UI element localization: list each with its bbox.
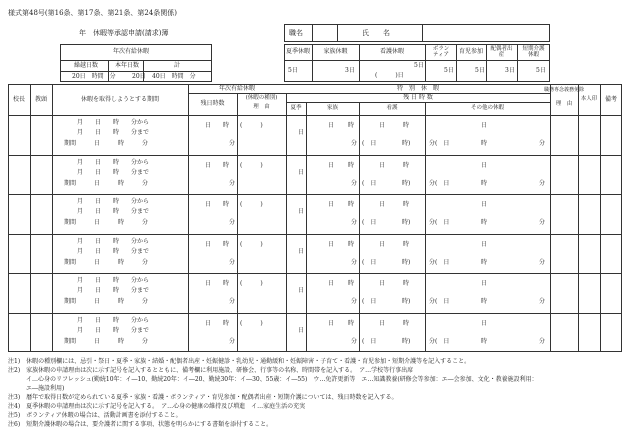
summer-day: 日 [298,247,305,255]
nursing-hour: 時 [403,161,410,169]
family-day: 日 [328,319,335,327]
annual-day: 日 [205,201,212,208]
period-to: 月 日 時 分まで [77,247,150,255]
annual-day: 日 [205,280,212,287]
annual-hour: 時 [223,240,230,248]
current-label: 本年日数 [115,62,140,69]
nursing-day: 日 [379,122,386,129]
nursing-sub-day: ( 日 [362,140,377,147]
col-remaining: 残日時数 [200,100,225,107]
note-5: 注5) ボランティア休暇の場合は、活動計画書を添付すること。 [8,412,182,419]
nursing-sub-hour: 時) [402,179,411,187]
col-period: 休暇を取得しようとする期間 [80,95,159,103]
summer-leave-label: 夏季休暇 [285,48,310,55]
other-minute-end: 分 [539,179,546,187]
nursing-sub-hour: 時) [402,219,411,226]
annual-hour: 時 [223,161,230,169]
current-value: 20日 [132,73,146,80]
nursing-day: 日 [379,161,386,169]
annual-minute: 分 [229,298,236,305]
nursing-hour: 時 [403,201,410,208]
nursing-leave-value-2: ( )日 [375,72,404,79]
other-minute-end: 分 [539,337,546,345]
family-hour: 時 [348,161,355,169]
leave-type-paren: ( ) [240,201,263,208]
col-reason: 理 由 [253,104,270,111]
leave-type-paren: ( ) [240,319,263,327]
other-day: 日 [481,319,488,327]
nursing-sub-day: ( 日 [362,179,377,187]
carry-value: 20日 時間 分 [72,73,116,80]
nursing-sub-hour: 時) [402,298,411,305]
other-minute: 分 [429,140,436,147]
staff-box [284,24,550,42]
col-special-remaining: 残 日 時 数 [403,93,433,101]
col-family: 家族 [326,104,338,111]
childcare-leave-label: 育児参加 [458,48,483,55]
annual-hour: 時 [223,280,230,287]
nursing-day: 日 [379,280,386,287]
annual-hour: 時 [223,201,230,208]
annual-minute: 分 [229,219,236,226]
col-duty-reason: 理 由 [555,101,573,108]
page-title: 年 休暇等承認申請(請求)簿 [79,29,169,37]
period-from: 月 日 時 分から [77,237,150,245]
col-summer: 夏季 [290,104,302,111]
other-hour: 時 [481,179,488,187]
volunteer-leave-value: 5日 [444,67,454,74]
period-term: 期間 日 時 分 [64,140,149,147]
other-hour: 時 [481,219,488,226]
family-minute: 分 [351,298,358,305]
note-2-cont2: エ―施設利用) [8,385,65,392]
total-label: 計 [174,62,181,69]
period-from: 月 日 時 分から [77,198,150,205]
spouse-birth-leave-value: 3日 [505,67,515,74]
total-value: 40日 時間 分 [152,73,196,80]
note-4: 注4) 夏季休暇の申請理由は次に示す記号を記入する。 ア…心身の健康の維持及び増進 イ…家庭生活の充実 [8,403,306,410]
family-leave-value: 3日 [345,67,355,74]
col-nursing: 看護 [386,104,398,111]
title-label: 職名 [289,29,303,37]
family-minute: 分 [351,219,358,226]
volunteer-leave-label: ボランティア [432,45,450,58]
note-2: 注2) 家族休暇の申請理由は次に示す記号を記入するとともに、備考欄に利用施設、研修会、行事等の名称、時間帯を記入する。 ア…学校等行事出席 [8,367,414,374]
leave-type-paren: ( ) [240,122,263,129]
col-vice-principal: 教頭 [34,95,47,103]
col-duty-exemption: 職務専念義務免除 [544,86,585,93]
note-3: 注3) 暦年で取得日数が定められている夏季・家族・看護・ボランティア・育児参加・配偶者出産・短期介護については、残日時数を記入する。 [8,394,398,401]
annual-minute: 分 [229,337,236,345]
nursing-sub-hour: 時) [402,258,411,266]
form-number: 様式第48号(第16条、第17条、第21条、第24条関係) [8,9,177,17]
other-hour: 時 [481,258,488,266]
leave-type-paren: ( ) [240,280,263,287]
other-paren-day: ( 日 [435,258,450,266]
family-day: 日 [328,280,335,287]
nursing-hour: 時 [403,240,410,248]
nursing-sub-hour: 時) [402,140,411,147]
row-divider [8,194,622,195]
row-divider [8,313,622,314]
other-paren-day: ( 日 [435,219,450,226]
annual-minute: 分 [229,179,236,187]
nursing-sub-day: ( 日 [362,298,377,305]
other-minute-end: 分 [539,258,546,266]
note-2-cont: イ…心身のリフレッシュ(勤続10年：イ―10、勤続20年：イ―20、勤続30年：イ―30、55歳：イ―55) ウ…免許更新等 エ…知識教養(研修会等参加：エ―会参加、文化・教養施設利用： [8,376,538,383]
other-paren-day: ( 日 [435,337,450,345]
period-from: 月 日 時 分から [77,277,150,284]
annual-day: 日 [205,319,212,327]
other-minute: 分 [429,219,436,226]
annual-leave-title: 年次有給休暇 [113,48,150,55]
nursing-hour: 時 [403,280,410,287]
annual-day: 日 [205,240,212,248]
family-hour: 時 [348,240,355,248]
other-day: 日 [481,280,488,287]
period-to: 月 日 時 分まで [77,129,150,136]
family-day: 日 [328,201,335,208]
carry-label: 繰越日数 [74,62,99,69]
family-hour: 時 [348,201,355,208]
other-minute-end: 分 [539,219,546,226]
family-minute: 分 [351,258,358,266]
family-hour: 時 [348,319,355,327]
annual-minute: 分 [229,140,236,147]
nursing-day: 日 [379,319,386,327]
row-divider [8,273,622,274]
other-minute: 分 [429,258,436,266]
summer-leave-value: 5日 [288,67,298,74]
family-day: 日 [328,122,335,129]
nursing-day: 日 [379,240,386,248]
nursing-sub-hour: 時) [402,337,411,345]
other-minute-end: 分 [539,140,546,147]
leave-type-paren: ( ) [240,240,263,248]
nursing-hour: 時 [403,122,410,129]
nursing-sub-day: ( 日 [362,219,377,226]
period-from: 月 日 時 分から [77,119,150,126]
other-hour: 時 [481,298,488,305]
other-hour: 時 [481,337,488,345]
family-day: 日 [328,240,335,248]
other-minute-end: 分 [539,298,546,305]
name-label: 氏 名 [362,29,390,37]
period-term: 期間 日 時 分 [64,337,149,345]
period-term: 期間 日 時 分 [64,179,149,187]
family-minute: 分 [351,179,358,187]
other-day: 日 [481,240,488,248]
leave-type-paren: ( ) [240,161,263,169]
annual-hour: 時 [223,319,230,327]
col-annual-group: 年次有給休暇 [218,84,255,92]
family-hour: 時 [348,280,355,287]
period-term: 期間 日 時 分 [64,258,149,266]
summer-day: 日 [298,208,305,215]
annual-day: 日 [205,161,212,169]
family-hour: 時 [348,122,355,129]
period-to: 月 日 時 分まで [77,287,150,294]
other-paren-day: ( 日 [435,298,450,305]
nursing-day: 日 [379,201,386,208]
childcare-leave-value: 5日 [475,67,485,74]
other-day: 日 [481,201,488,208]
spouse-birth-leave-label: 配偶者出産 [490,45,513,58]
summer-day: 日 [298,129,305,136]
nursing-sub-day: ( 日 [362,258,377,266]
nursing-sub-day: ( 日 [362,337,377,345]
other-minute: 分 [429,337,436,345]
col-other: その他の休暇 [470,104,504,111]
period-to: 月 日 時 分まで [77,208,150,215]
row-divider [8,234,622,235]
other-day: 日 [481,122,488,129]
row-divider [8,155,622,156]
nursing-leave-label: 看護休暇 [379,48,404,55]
short-care-leave-value: 5日 [536,67,546,74]
period-from: 月 日 時 分から [77,158,150,166]
short-care-leave-label: 短期介護休暇 [522,45,545,58]
family-day: 日 [328,161,335,169]
annual-hour: 時 [223,122,230,129]
other-paren-day: ( 日 [435,140,450,147]
col-remarks: 備考 [604,95,617,103]
col-special-group: 特 別 休 暇 [396,84,439,92]
summer-day: 日 [298,287,305,294]
period-term: 期間 日 時 分 [64,219,149,226]
summer-day: 日 [298,326,305,334]
period-term: 期間 日 時 分 [64,298,149,305]
note-6: 注6) 短期介護休暇の場合は、要介護者に関する事項、状態を明らかにする書類を添付すること。 [8,421,273,428]
note-1: 注1) 休暇の種別欄には、忌引・祭日・夏季・家族・結婚・配偶者出産・妊娠健診・乳幼児・通勤緩和・妊娠障害・子育て・看護・育児参加・短期介護等を記入すること。 [8,358,471,365]
period-to: 月 日 時 分まで [77,168,150,176]
annual-day: 日 [205,122,212,129]
col-seal: 本人印 [580,95,598,102]
col-principal: 校長 [12,95,25,103]
nursing-hour: 時 [403,319,410,327]
other-paren-day: ( 日 [435,179,450,187]
annual-minute: 分 [229,258,236,266]
summer-day: 日 [298,168,305,176]
other-hour: 時 [481,140,488,147]
period-from: 月 日 時 分から [77,316,150,324]
nursing-leave-value: 5日 [414,62,424,69]
family-minute: 分 [351,140,358,147]
other-day: 日 [481,161,488,169]
period-to: 月 日 時 分まで [77,326,150,334]
family-leave-label: 家族休暇 [323,48,348,55]
other-minute: 分 [429,179,436,187]
family-minute: 分 [351,337,358,345]
col-leave-type: (休暇の種別) [245,95,278,102]
other-minute: 分 [429,298,436,305]
